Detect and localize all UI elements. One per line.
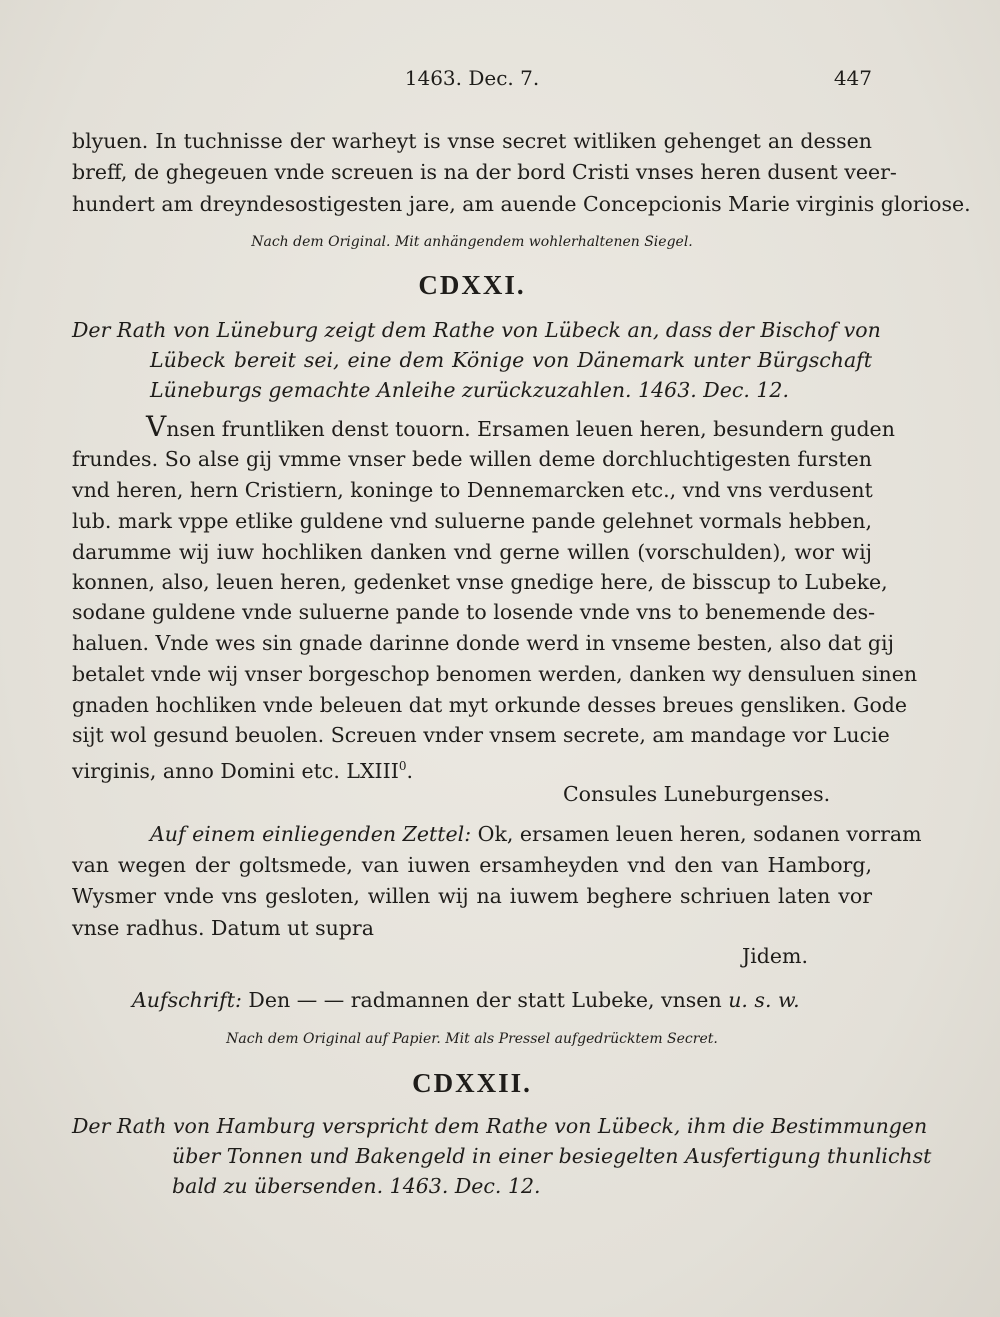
source-note: Nach dem Original auf Papier. Mit als Pressel aufgedrücktem Secret. [226,1031,718,1047]
document-number: CDXXI. [418,270,526,300]
text-line-last [72,754,872,783]
summary-line: über Tonnen und Bakengeld in einer besiegelten Ausfertigung thunlichst [172,1144,932,1168]
text-line: konnen, also, leuen heren, gedenket vnse gnedige here, de bisscup to Lubeke, [72,570,888,594]
summary-line: Lübeck bereit sei, eine dem Könige von Dänemark unter Bürgschaft [150,348,872,372]
text-line: frundes. So alse gij vmme vnser bede willen deme dorchluchtigesten fursten [72,447,872,471]
zettel-text: Ok, ersamen leuen heren, sodanen vorram [477,822,922,846]
initial-letter: V [146,410,167,443]
text-line: sodane guldene vnde suluerne pande to losende vnde vns to benemende des- [72,600,876,624]
summary-line: Der Rath von Lüneburg zeigt dem Rathe von Lübeck an, dass der Bischof von [72,318,881,342]
text-line: lub. mark vppe etlike guldene vnd suluerne pande gelehnet vormals hebben, [72,509,872,533]
text-line: breff, de ghegeuen vnde screuen is na der bord Cristi vnses heren dusent veer- [72,160,897,184]
text-line: vnd heren, hern Cristiern, koninge to Dennemarcken etc., vnd vns verdusent [72,478,873,502]
summary-line: Lüneburgs gemachte Anleihe zurückzuzahlen. 1463. Dec. 12. [150,378,789,402]
first-line-text: nsen fruntliken denst touorn. Ersamen leuen heren, besundern guden [166,417,895,441]
text-line: vnse radhus. Datum ut supra [72,916,374,940]
text-line: darumme wij iuw hochliken danken vnd gerne willen (vorschulden), wor wij [72,540,872,564]
zettel-first-line [150,822,922,846]
last-line-end: . [406,758,414,783]
source-note: Nach dem Original. Mit anhängendem wohlerhaltenen Siegel. [251,234,693,250]
aufschrift-line [132,988,872,1012]
text-line: sijt wol gesund beuolen. Screuen vnder vnsem secrete, am mandage vor Lucie [72,723,890,747]
zettel-label: Auf einem einliegenden Zettel: [150,822,472,846]
last-line-text: virginis, anno Domini etc. LXIII [72,758,399,783]
summary-line: bald zu übersenden. 1463. Dec. 12. [172,1174,541,1198]
summary-line: Der Rath von Hamburg verspricht dem Rathe von Lübeck, ihm die Bestimmungen [72,1114,928,1138]
text-line: gnaden hochliken vnde beleuen dat myt orkunde desses breues gensliken. Gode [72,693,908,717]
zettel-signature: Jidem. [742,944,808,968]
aufschrift-end: u. s. w. [728,988,800,1012]
superscript: 0 [398,759,407,773]
text-line: hundert am dreyndesostigesten jare, am auende Concepcionis Marie virginis gloriose. [72,192,971,216]
text-line: van wegen der goltsmede, van iuwen ersamheyden vnd den van Hamborg, [72,853,872,877]
aufschrift-text: Den — — radmannen der statt Lubeke, vnsen [248,988,722,1012]
page-number: 447 [833,66,872,90]
aufschrift-label: Aufschrift: [132,988,242,1012]
text-line: Wysmer vnde vns gesloten, willen wij na iuwem beghere schriuen laten vor [72,884,872,908]
text-line: betalet vnde wij vnser borgeschop benomen werden, danken wy densuluen sinen [72,662,918,686]
header-date: 1463. Dec. 7. [404,66,540,90]
text-line: blyuen. In tuchnisse der warheyt is vnse secret witliken gehenget an dessen [72,129,872,153]
text-line: haluen. Vnde wes sin gnade darinne donde werd in vnseme besten, also dat gij [72,631,894,655]
signature: Consules Luneburgenses. [563,782,831,806]
letter-first-line [146,410,895,443]
document-number: CDXXII. [412,1068,532,1098]
